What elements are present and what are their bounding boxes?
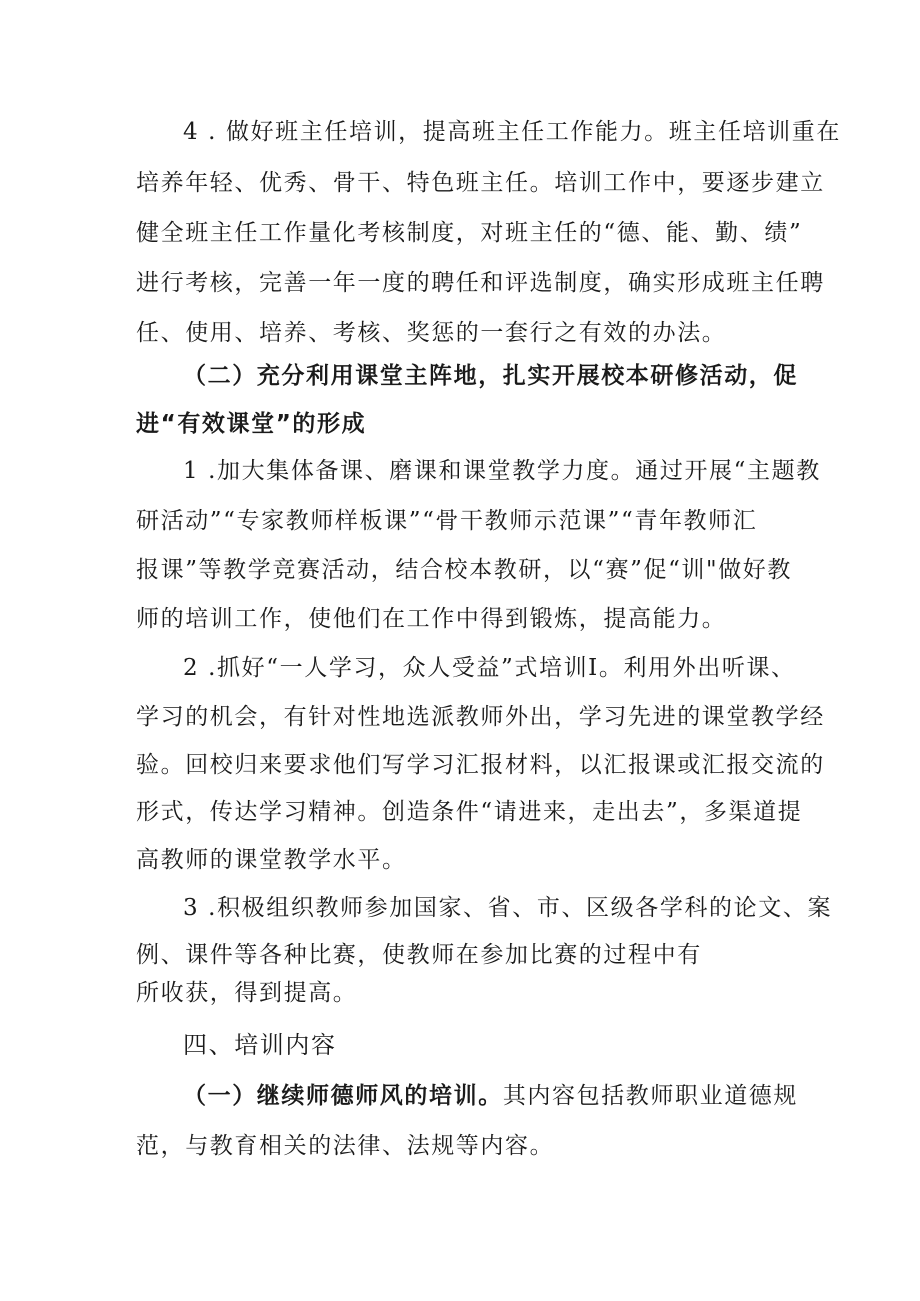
text-line: 高教师的课堂教学水平。	[136, 847, 407, 873]
text-line: 培养年轻、优秀、骨干、特色班主任。培训工作中，要逐步建立	[136, 170, 825, 196]
text-line: 进行考核，完善一年一度的聘任和评选制度，确实形成班主任聘	[136, 270, 825, 296]
sub-1-text: 其内容包括教师职业道德规	[502, 1083, 799, 1109]
text-line: 2 .抓好“一人学习，众人受益”式培训I。利用外出听课、	[183, 655, 796, 681]
text-line: 4 . 做好班主任培训，提高班主任工作能力。班主任培训重在	[183, 119, 841, 145]
text-line: 研活动”“专家教师样板课”“骨干教师示范课”“青年教师汇	[136, 508, 758, 534]
text-line: 学习的机会，有针对性地选派教师外出，学习先进的课堂教学经	[136, 704, 825, 730]
text-line: 形式，传达学习精神。创造条件“请进来，走出去”，多渠道提	[136, 799, 803, 825]
text-line	[183, 1081, 798, 1111]
text-line: 报课”等教学竞赛活动，结合校本教研，以“赛”促“训"做好教	[136, 557, 793, 583]
text-line: 师的培训工作，使他们在工作中得到锻炼，提高能力。	[136, 606, 727, 632]
heading-line: （二）充分利用课堂主阵地，扎实开展校本研修活动，促	[183, 363, 798, 389]
heading-line: 进“有效课堂”的形成	[136, 411, 367, 437]
text-line: 任、使用、培养、考核、奖惩的一套行之有效的办法。	[136, 320, 727, 346]
text-line: 所收获，得到提高。	[136, 980, 358, 1006]
sub-1-title: （一）继续师德师风的培训。	[183, 1083, 503, 1109]
text-line: 验。回校归来要求他们写学习汇报材料，以汇报课或汇报交流的	[136, 752, 825, 778]
text-line: 健全班主任工作量化考核制度，对班主任的“德、能、勤、绩”	[136, 220, 803, 246]
text-line: 例、课件等各种比赛，使教师在参加比赛的过程中有	[136, 942, 702, 968]
text-line: 范，与教育相关的法律、法规等内容。	[136, 1133, 555, 1159]
text-line: 3 .积极组织教师参加国家、省、市、区级各学科的论文、案	[183, 895, 833, 921]
text-line: 1 .加大集体备课、磨课和课堂教学力度。通过开展“主题教	[183, 458, 821, 484]
section-4-heading: 四、培训内容	[183, 1031, 337, 1059]
